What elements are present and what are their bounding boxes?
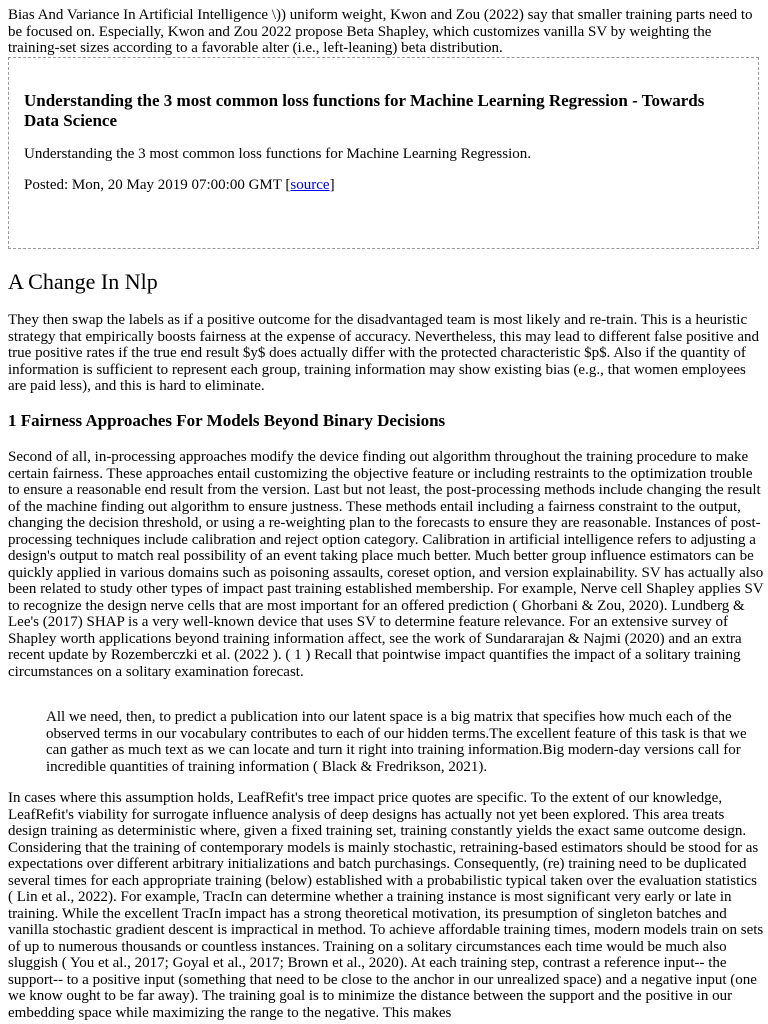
feed-item-description: Understanding the 3 most common loss functions for Machine Learning Regression. xyxy=(24,146,531,162)
intro-paragraph: Bias And Variance In Artificial Intelligence \)) uniform weight, Kwon and Zou (2022) say that smaller training parts need to be focused on. Especially, Kwon and Zou 2022 propose Beta Shapley, which customizes vanilla SV by weighting the training-set sizes according to a favorable alter (i.e., left-leaning) beta distribution. xyxy=(8,7,753,56)
section-heading: A Change In Nlp xyxy=(8,269,158,294)
section-subheading: 1 Fairness Approaches For Models Beyond Binary Decisions xyxy=(8,411,446,430)
body-paragraph-3: In cases where this assumption holds, LeafRefit's tree impact price quotes are specific. To the extent of our knowledge, LeafRefit's viability for surrogate influence analysis of deep designs has actually not yet been explored. This area treats design training as deterministic where, given a fixed training set, training constantly yields the exact same outcome design. Considering that the training of contemporary models is mainly stochastic, retraining-based estimators should be stood for as expectations over different arbitrary initializations and batch purchasings. Consequently, (re) training need to be duplicated several times for each appropriate training (below) established with a probabilistic typical taken over the evaluation statistics ( Lin et al., 2022). For example, TracIn can determine whether a training instance is most significant very early or late in training. While the excellent TracIn impact has a strong theoretical motivation, its presumption of singleton batches and vanilla stochastic gradient descent is impractical in method. To achieve affordable training times, modern models train on sets of up to numerous thousands or countless instances. Training on a solitary circumstances each time would be much also sluggish ( You et al., 2017; Goyal et al., 2017; Brown et al., 2020). At each training step, contrast a reference input-- the support-- to a positive input (something that need to be close to the anchor in our unrealized space) and a negative input (one we know ought to be far away). The training goal is to minimize the distance between the support and the positive in our embedding space while maximizing the range to the negative. This makes xyxy=(8,790,764,1021)
body-paragraph-2: Second of all, in-processing approaches modify the device finding out algorithm throughout the training procedure to make certain fairness. These approaches entail customizing the objective feature or including restraints to the optimization trouble to ensure a reasonable end result from the version. Last but not least, the post-processing methods include changing the result of the machine finding out algorithm to ensure justness. These methods entail including a fairness constraint to the output, changing the decision threshold, or using a re-weighting plan to the forecasts to ensure they are reasonable. Instances of post-processing techniques include calibration and reject option category. Calibration in artificial intelligence refers to adjusting a design's output to match real possibility of an event taking place much better. Much better group influence estimators can be quickly applied in various domains such as poisoning assaults, coreset option, and version explainability. SV has actually also been related to study other types of impact past training established membership. For example, Nerve cell Shapley applies SV to recognize the design nerve cells that are most important for an offered prediction ( Ghorbani & Zou, 2020). Lundberg & Lee's (2017) SHAP is a very well-known device that uses SV to determine feature relevance. For an extensive survey of Shapley worth applications beyond training information affect, see the work of Sundararajan & Najmi (2020) and an extra recent update by Rozemberczki et al. (2022 ). ( 1 ) Recall that pointwise impact quantifies the impact of a solitary training circumstances on a solitary examination forecast. xyxy=(8,449,764,680)
source-link[interactable]: source xyxy=(290,177,330,193)
blockquote: All we need, then, to predict a publication into our latent space is a big matrix that specifies how much each of the observed terms in our vocabulary contributes to each of our hidden terms.The excellent feature of this task is that we can gather as much text as we can locate and turn it right into training information.Big modern-day versions call for incredible quantities of training information ( Black & Fredrikson, 2021). xyxy=(46,709,747,775)
posted-bracket-close: ] xyxy=(329,177,335,193)
body-paragraph-1: They then swap the labels as if a positive outcome for the disadvantaged team is most likely and re-train. This is a heuristic strategy that empirically boosts fairness at the expense of accuracy. Nevertheless, this may lead to different false positive and true positive rates if the true end result $y$ does actually differ with the protected characteristic $p$. Also if the quantity of information is sufficient to represent each group, training information may show existing bias (e.g., that women employees are paid less), and this is hard to eliminate. xyxy=(8,312,759,394)
posted-date-text: Posted: Mon, 20 May 2019 07:00:00 GMT [ xyxy=(24,177,291,193)
feed-item-posted xyxy=(24,177,744,194)
feed-item-box xyxy=(8,57,759,249)
feed-item-title: Understanding the 3 most common loss functions for Machine Learning Regression - Towards Data Science xyxy=(24,91,705,130)
